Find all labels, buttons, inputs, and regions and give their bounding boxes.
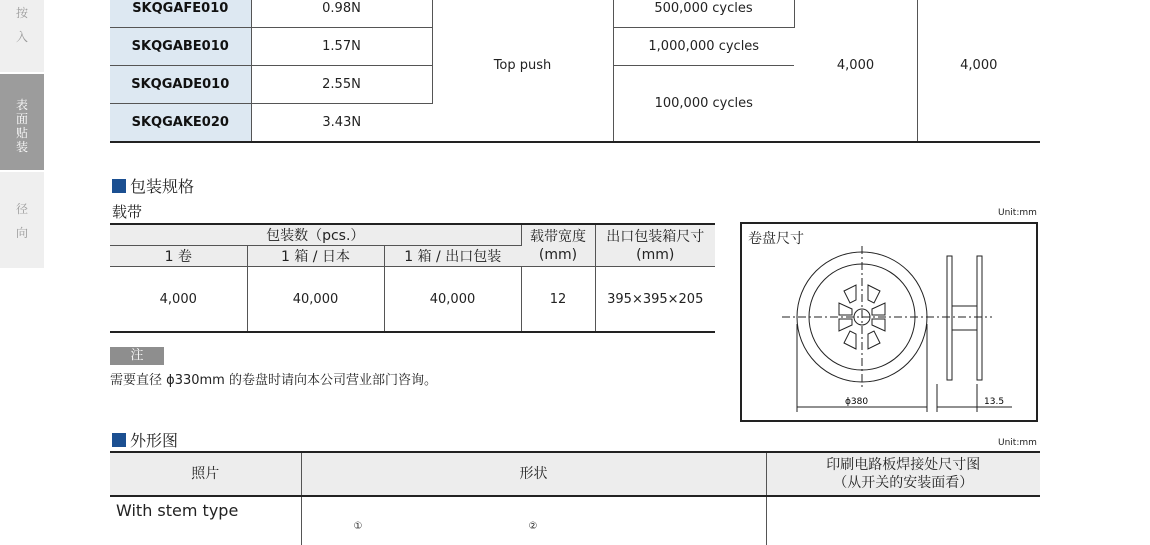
- side-tab-char: 贴: [15, 126, 28, 140]
- cycles-cell: 1,000,000 cycles: [613, 28, 794, 66]
- outline-title: 外形图: [130, 431, 179, 450]
- force-cell: 3.43N: [251, 104, 432, 143]
- value-cell: 395×395×205: [595, 267, 715, 333]
- qty-cell: 4,000: [794, 0, 917, 142]
- qty-cell: 4,000: [960, 58, 998, 73]
- packaging-table: [110, 223, 715, 333]
- value-cell: 40,000: [247, 267, 384, 333]
- side-tab-char: 按: [15, 6, 28, 20]
- header-line: （从开关的安装面看）: [833, 475, 974, 491]
- reel-dimension-box: [740, 222, 1038, 422]
- side-tab-char: 装: [15, 140, 28, 154]
- shape-cell: [301, 496, 766, 545]
- side-tab-char: 向: [15, 226, 28, 240]
- header-cell: 照片: [110, 452, 301, 496]
- header-group: 包装数（pcs.）: [110, 224, 521, 246]
- model-cell: SKQGABE010: [110, 28, 251, 66]
- packaging-title: 包装规格: [130, 177, 195, 196]
- spec-table: [110, 0, 1040, 143]
- reel-width-label: 13.5: [984, 397, 1005, 407]
- section-square-icon: [112, 433, 126, 447]
- side-tab-press[interactable]: [0, 0, 44, 72]
- force-cell: 1.57N: [251, 28, 432, 66]
- model-cell: SKQGAFE010: [110, 0, 251, 28]
- header-line: (mm): [636, 246, 675, 263]
- table-row: [110, 496, 1040, 545]
- side-tab-char: 面: [15, 112, 28, 126]
- header-cell: [595, 224, 715, 267]
- header-line: (mm): [538, 246, 578, 263]
- header-cell: 1 箱 / 出口包装: [384, 246, 521, 267]
- cycles-cell: 100,000 cycles: [613, 66, 794, 143]
- header-cell: 1 箱 / 日本: [247, 246, 384, 267]
- marker-1: ①: [353, 521, 363, 532]
- value-cell: 40,000: [384, 267, 521, 333]
- stem-type-label: With stem type: [110, 496, 301, 545]
- pcb-cell: [766, 496, 1040, 545]
- force-cell: 0.98N: [251, 0, 432, 28]
- packaging-heading: [112, 174, 194, 197]
- model-cell: SKQGAKE020: [110, 104, 251, 143]
- side-tab-char: 入: [15, 30, 28, 44]
- header-cell: [521, 224, 595, 267]
- header-cell: 1 卷: [110, 246, 247, 267]
- reel-title: 卷盘尺寸: [748, 231, 804, 247]
- note-text: 需要直径 ϕ330mm 的卷盘时请向本公司营业部门咨询。: [110, 373, 437, 388]
- side-tab-char: 表: [15, 98, 28, 112]
- carrier-subtitle: 载带: [112, 203, 143, 221]
- header-cell: [766, 452, 1040, 496]
- side-tab-smd[interactable]: [0, 74, 44, 170]
- unit-label: Unit:mm: [998, 438, 1037, 448]
- table-row: [110, 452, 1040, 496]
- header-line: 印刷电路板焊接处尺寸图: [826, 457, 981, 473]
- header-line: 载带宽度: [530, 228, 586, 245]
- value-cell: 12: [521, 267, 595, 333]
- model-cell: SKQGADE010: [110, 66, 251, 104]
- outline-heading: [112, 428, 178, 451]
- side-tab-char: 径: [15, 202, 28, 216]
- table-row: [110, 267, 715, 333]
- cycles-cell: 500,000 cycles: [613, 0, 794, 28]
- note-badge: 注: [110, 347, 164, 365]
- table-row: [110, 224, 715, 246]
- unit-label: Unit:mm: [998, 208, 1037, 218]
- side-tab-radial[interactable]: [0, 172, 44, 268]
- force-cell: 2.55N: [251, 66, 432, 104]
- reel-diameter-label: ϕ380: [845, 397, 869, 407]
- value-cell: 4,000: [110, 267, 247, 333]
- header-line: 出口包装箱尺寸: [606, 228, 705, 245]
- marker-2: ②: [528, 521, 538, 532]
- header-cell: 形状: [301, 452, 766, 496]
- reel-diagram: [742, 224, 1036, 420]
- push-cell: Top push: [432, 0, 613, 142]
- section-square-icon: [112, 179, 126, 193]
- outline-table: [110, 451, 1040, 545]
- table-row: [110, 0, 1040, 28]
